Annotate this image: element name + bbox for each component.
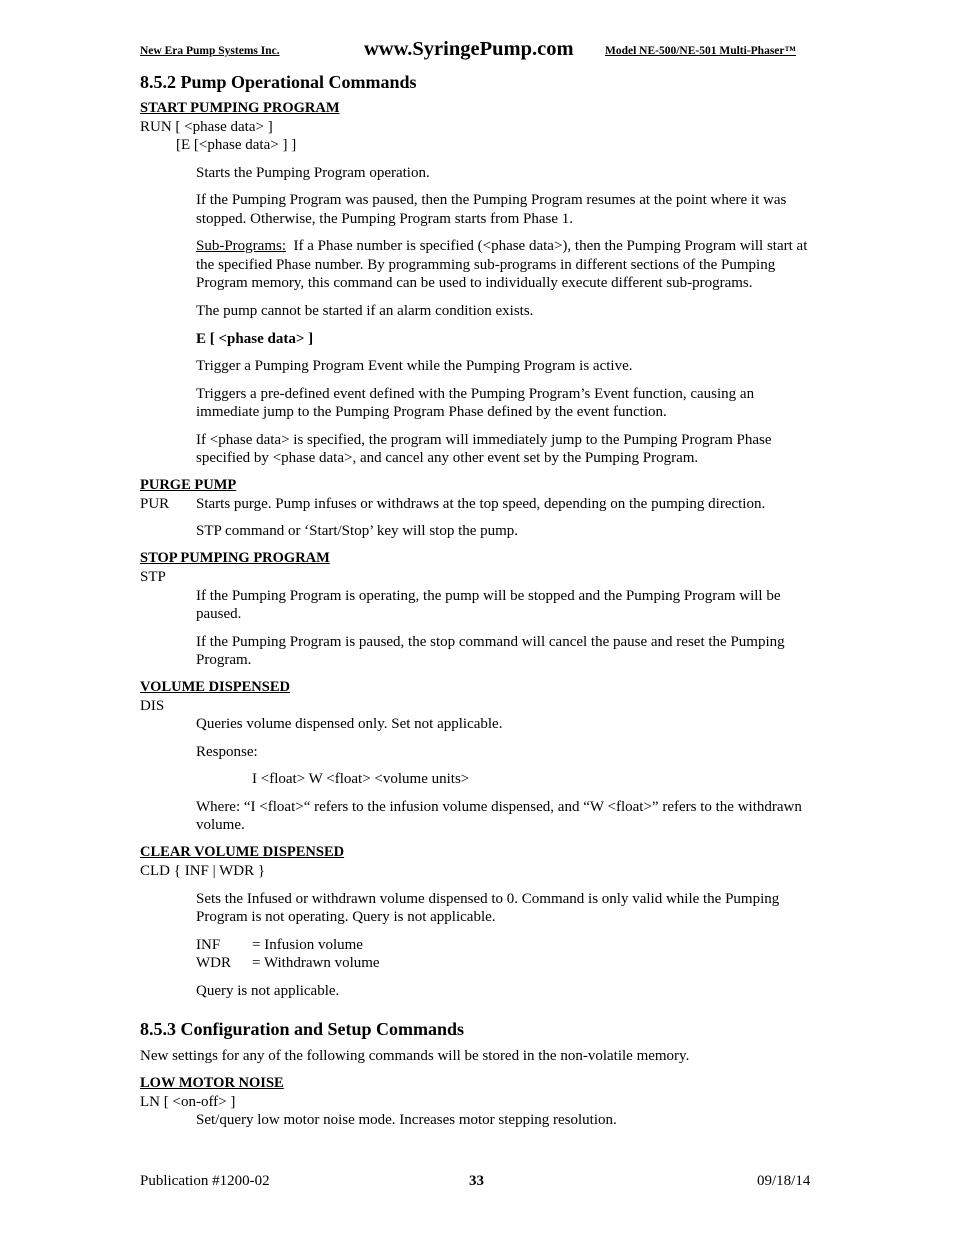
paragraph: Set/query low motor noise mode. Increases motor stepping resolution.: [196, 1112, 617, 1128]
paragraph: Query is not applicable.: [196, 983, 340, 999]
paragraph: Queries volume dispensed only. Set not applicable.: [196, 716, 503, 732]
paragraph: volume.: [196, 817, 245, 833]
heading-clear-volume: CLEAR VOLUME DISPENSED: [140, 844, 345, 860]
cmd-stp: STP: [140, 569, 166, 585]
paragraph: immediate jump to the Pumping Program Phase defined by the event function.: [196, 404, 667, 420]
header-url: www.SyringePump.com: [364, 38, 574, 60]
heading-start-pumping: START PUMPING PROGRAM: [140, 100, 340, 116]
response-format: I <float> W <float> <volume units>: [252, 771, 470, 787]
heading-volume: VOLUME DISPENSED: [140, 679, 290, 695]
paragraph: Sets the Infused or withdrawn volume dispensed to 0. Command is only valid while the Pumping: [196, 891, 780, 907]
section-title-853: 8.5.3 Configuration and Setup Commands: [140, 1019, 465, 1039]
footer-page-number: 33: [469, 1173, 484, 1189]
param-inf-desc: = Infusion volume: [252, 937, 363, 953]
header-model: Model NE-500/NE-501 Multi-Phaser™: [605, 45, 797, 57]
sub-programs-label: Sub-Programs:: [196, 238, 286, 254]
section-title-852: 8.5.2 Pump Operational Commands: [140, 72, 417, 92]
paragraph: Starts purge. Pump infuses or withdraws at the top speed, depending on the pumping direction.: [196, 496, 766, 512]
cmd-cld: CLD { INF | WDR }: [140, 863, 266, 879]
paragraph: If the Pumping Program was paused, then the Pumping Program resumes at the point where it was: [196, 192, 787, 208]
heading-low-motor-noise: LOW MOTOR NOISE: [140, 1075, 284, 1091]
paragraph: specified by <phase data>, and cancel any other event set by the Pumping Program.: [196, 450, 699, 466]
cmd-pur: PUR: [140, 496, 170, 512]
paragraph: the specified Phase number. By programming sub-programs in different sections of the Pumping: [196, 257, 776, 273]
paragraph: New settings for any of the following commands will be stored in the non-volatile memory.: [140, 1048, 690, 1064]
syntax-event: [E [<phase data> ] ]: [176, 137, 297, 153]
paragraph: Program.: [196, 652, 252, 668]
paragraph: [196, 237, 807, 255]
heading-stop: STOP PUMPING PROGRAM: [140, 550, 330, 566]
param-inf: INF: [196, 937, 221, 953]
paragraph: STP command or ‘Start/Stop’ key will stop the pump.: [196, 523, 519, 539]
param-wdr: WDR: [196, 955, 231, 971]
paragraph: Trigger a Pumping Program Event while the Pumping Program is active.: [196, 358, 633, 374]
paragraph: If the Pumping Program is paused, the stop command will cancel the pause and reset the Pumping: [196, 634, 785, 650]
cmd-dis: DIS: [140, 698, 165, 714]
paragraph: paused.: [196, 606, 242, 622]
paragraph: Starts the Pumping Program operation.: [196, 165, 430, 181]
paragraph: Triggers a pre-defined event defined with the Pumping Program’s Event function, causing an: [196, 386, 755, 402]
footer-publication: Publication #1200-02: [140, 1173, 270, 1189]
paragraph: If the Pumping Program is operating, the pump will be stopped and the Pumping Program will be: [196, 588, 781, 604]
paragraph: Response:: [196, 744, 258, 760]
param-wdr-desc: = Withdrawn volume: [252, 955, 380, 971]
paragraph: Program memory, this command can be used to individually execute different sub-programs.: [196, 275, 753, 291]
cmd-ln: LN [ <on-off> ]: [140, 1094, 236, 1110]
subheading-event: E [ <phase data> ]: [196, 331, 314, 347]
syntax-run: RUN [ <phase data> ]: [140, 119, 273, 135]
paragraph: Program is not operating. Query is not applicable.: [196, 909, 496, 925]
header-company: New Era Pump Systems Inc.: [140, 45, 280, 57]
paragraph-text: If a Phase number is specified (<phase data>), then the Pumping Program will start at: [286, 238, 808, 254]
paragraph: If <phase data> is specified, the program will immediately jump to the Pumping Program Phase: [196, 432, 772, 448]
footer-date: 09/18/14: [757, 1173, 811, 1189]
paragraph: The pump cannot be started if an alarm condition exists.: [196, 303, 534, 319]
heading-purge: PURGE PUMP: [140, 477, 237, 493]
paragraph: Where: “I <float>“ refers to the infusion volume dispensed, and “W <float>” refers to the withdrawn: [196, 799, 802, 815]
paragraph: stopped. Otherwise, the Pumping Program starts from Phase 1.: [196, 211, 574, 227]
